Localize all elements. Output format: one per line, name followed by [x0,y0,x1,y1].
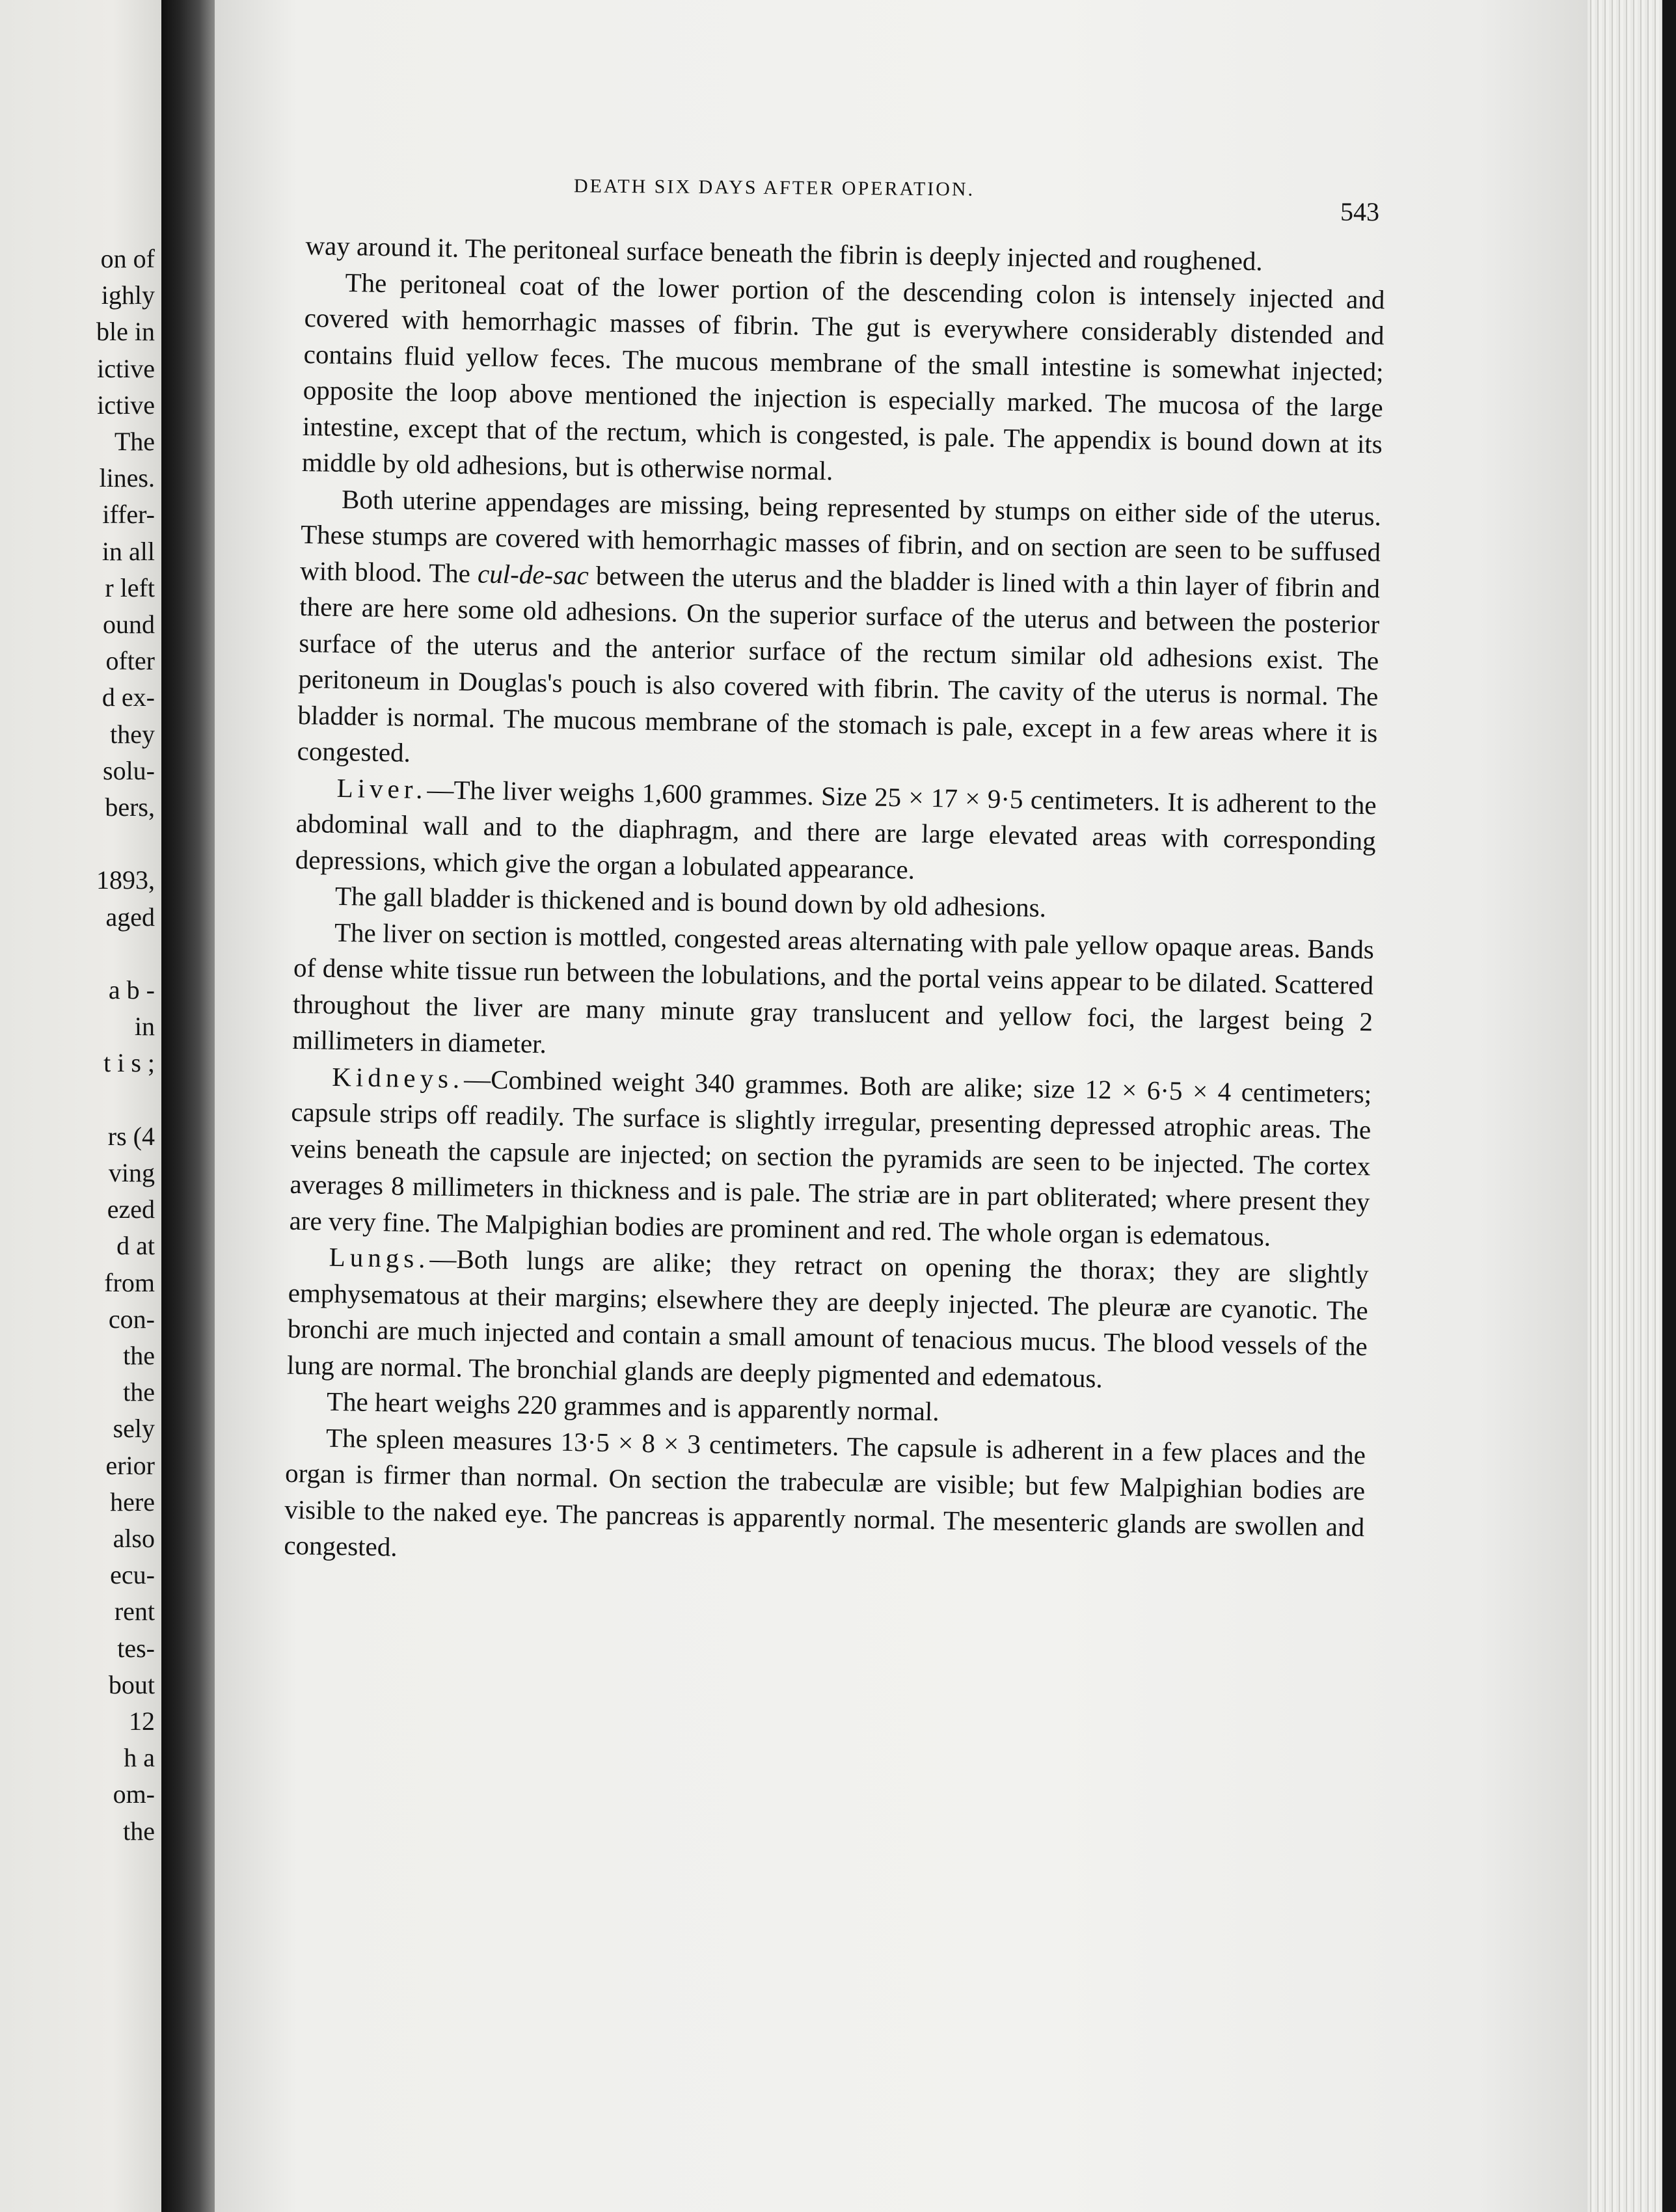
facing-page-fragment: tes- [117,1633,155,1663]
paragraph: The spleen measures 13·5 × 8 × 3 centimeters. The capsule is adherent in a few places and the organ is firmer than normal. On section the trabeculæ are visible; but few Malpighian bodies are visible to the naked eye. The pancreas is apparently normal. The mesenteric glands are swollen and congested. [284,1422,1366,1562]
facing-page-fragment: ofter [105,646,155,676]
facing-page-fragment: t i s ; [103,1048,155,1078]
facing-page-fragment: ighly [101,280,155,310]
facing-page-fragment: lines. [99,463,155,493]
facing-page-fragment: ictive [97,353,155,383]
facing-page-fragment: on of [100,244,155,273]
facing-page-fragment: the [123,1816,155,1846]
paragraph: way around it. The peritoneal surface beneath the fibrin is deeply injected and roughened. [305,230,1264,276]
facing-page-fragment: the [123,1377,155,1407]
facing-page-fragment: ecu- [110,1560,155,1590]
italic-term: cul-de-sac [477,558,589,590]
facing-page-fragment: the [123,1341,155,1370]
paragraph: The liver on section is mottled, congested areas alternating with pale yellow opaque areas. Bands of dense white tissue run between the lobulations, and the portal veins appear to be dilated. Scattered throughout the liver are many minute gray translucent and yellow foci, the largest being 2 millimeters in diameter. [291,917,1375,1059]
paragraph: The heart weighs 220 grammes and is apparently normal. [326,1386,939,1427]
facing-page-fragment: solu- [103,755,155,785]
paragraph: Kidneys.—Combined weight 340 grammes. Both are alike; size 12 × 6·5 × 4 centimeters; capsule strips off readily. The surface is slightly irregular, presenting depressed atrophic areas. The veins beneath the capsule are injected; on section the pyramids are seen to be injected. The cortex averages 8 millimeters in thickness and is pale. The striæ are in part obliterated; where present they are very fine. The Malpighian bodies are prominent and red. The whole organ is edematous. [289,1061,1372,1252]
facing-page-fragment: con- [108,1304,155,1334]
paragraph: The peritoneal coat of the lower portion of the descending colon is intensely injected and covered with hemorrhagic masses of fibrin. The gut is everywhere considerably distended and contains fluid yellow feces. The mucous membrane of the small intestine is somewhat injected; opposite the loop above mentioned the injection is especially marked. The mucosa of the large intestine, except that of the rectum, which is congested, is pale. The appendix is bound down at its middle by old adhesions, but is otherwise normal. [301,267,1385,486]
section-heading: Kidneys. [331,1061,465,1094]
facing-page-fragment: bout [108,1669,155,1699]
body-text [284,228,1386,1582]
paragraph: Lungs.—Both lungs are alike; they retract on opening the thorax; they are slightly emphysematous at their margins; elsewhere they are deeply injected. The pleuræ are cyanotic. The bronchi are much injected and contain a small amount of tenacious mucus. The blood vessels of the lung are normal. The bronchial glands are deeply pigmented and edematous. [286,1241,1369,1394]
facing-page-fragment: erior [105,1450,155,1480]
facing-page-fragment: ezed [107,1194,155,1224]
facing-page-fragment: from [104,1267,155,1297]
facing-page-fragment: aged [105,902,155,932]
facing-page-fragment: in all [101,536,155,566]
facing-page-fragment: h a [124,1743,155,1773]
facing-page-fragment: ound [103,610,155,639]
facing-page-fragment: they [110,719,155,749]
facing-page-fragment: ictive [97,390,155,420]
facing-page-fragment: d ex- [101,682,155,712]
facing-page-fragment: bers, [105,792,155,822]
facing-page-fragment: iffer- [102,500,155,530]
facing-page-fragment: r left [105,573,155,602]
facing-page-fragment: rs (4 [107,1121,155,1151]
section-heading: Liver. [336,772,427,804]
paragraph: The gall bladder is thickened and is bound down by old adhesions. [334,880,1047,923]
facing-page-fragment: also [113,1524,155,1553]
facing-page-fragment: 12 [129,1706,155,1736]
paragraph: Liver.—The liver weighs 1,600 grammes. Size 25 × 17 × 9·5 centimeters. It is adherent to the abdominal wall and to the diaphragm, and there are large elevated areas with corresponding depressions, which give the organ a lobulated appearance. [295,772,1377,885]
facing-page-fragment: om- [113,1779,155,1809]
scan-border [1662,0,1676,2212]
facing-page-fragment: here [110,1487,155,1517]
facing-page-edge [0,0,161,2212]
facing-page-fragment: sely [113,1414,155,1444]
facing-page-fragment: ving [108,1158,155,1187]
book-gutter [161,0,215,2212]
facing-page-fragment: d at [116,1231,155,1261]
facing-page-fragment: The [114,427,155,456]
facing-page-fragment: 1893, [96,865,155,895]
paragraph: Both uterine appendages are missing, being represented by stumps on either side of the uterus. These stumps are covered with hemorrhagic masses of fibrin, and on section are seen to be suffused with blood. The cul-de-sac between the uterus and the bladder is lined with a thin layer of fibrin and there are here some old adhesions. On the superior surface of the uterus and between the posterior surface of the uterus and the anterior surface of the rectum similar old adhesions exist. The peritoneum in Douglas's pouch is also covered with fibrin. The cavity of the uterus is normal. The bladder is normal. The mucous membrane of the stomach is pale, except in a few areas where it is congested. [297,483,1382,768]
page-number: 543 [1340,197,1379,226]
facing-page-fragment: ble in [96,317,155,347]
section-heading: Lungs. [329,1241,430,1274]
facing-page-fragment: a b - [108,975,155,1005]
facing-page-fragment: in [134,1012,155,1042]
facing-page-fragment: rent [114,1597,155,1626]
running-head: DEATH SIX DAYS AFTER OPERATION. [573,175,975,200]
